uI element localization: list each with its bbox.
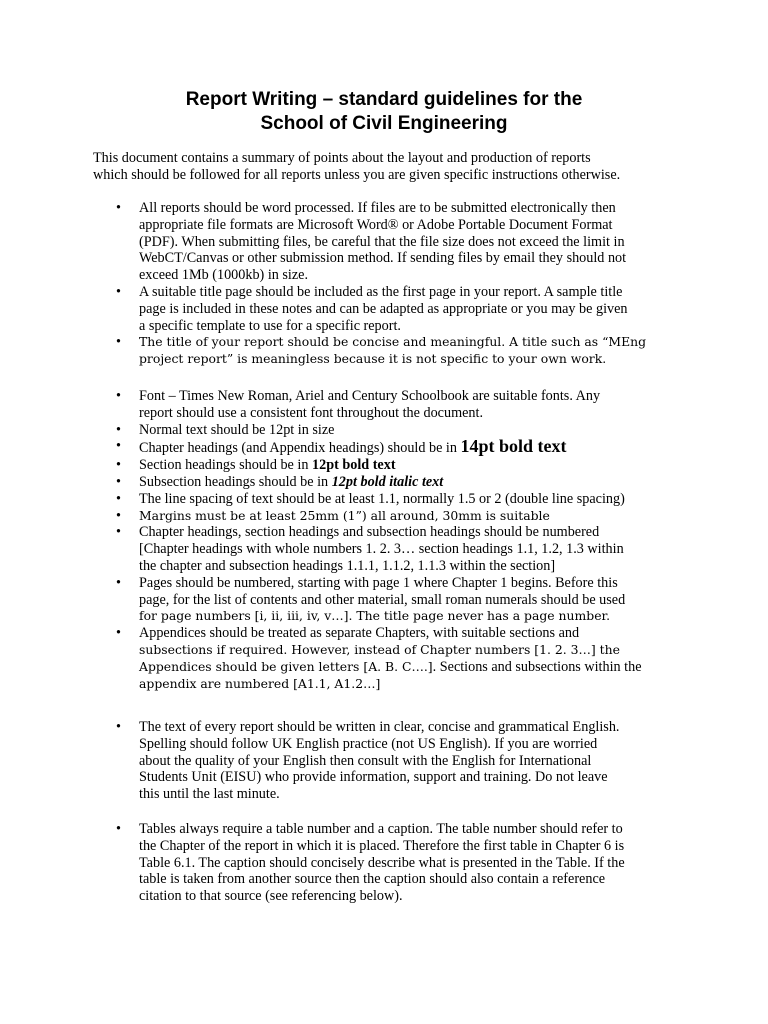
bullet-list-tables xyxy=(0,821,679,905)
list-item-subsection-headings xyxy=(0,474,679,491)
text-line: report should use a consistent font throughout the document. xyxy=(139,404,483,421)
bullet-icon: • xyxy=(116,421,121,438)
bullet-icon: • xyxy=(116,334,121,351)
list-item-line-spacing xyxy=(0,491,679,508)
text-line: Table 6.1. The caption should concisely describe what is presented in the Table. If the xyxy=(139,854,625,871)
bullet-icon: • xyxy=(116,438,121,455)
text-line: Margins must be at least 25mm (1”) all around, 30mm is suitable xyxy=(139,507,550,523)
list-item-section-headings xyxy=(0,457,679,474)
bullet-list-english xyxy=(0,719,679,803)
text-line: A suitable title page should be included as the first page in your report. A sample title xyxy=(139,283,623,300)
bullet-icon: • xyxy=(116,200,121,216)
bullet-icon: • xyxy=(116,625,121,642)
bullet-icon: • xyxy=(116,821,121,837)
bullet-icon: • xyxy=(116,457,121,474)
list-item-heading-numbering xyxy=(0,524,679,574)
text-line xyxy=(139,659,679,676)
text-segment: . Sections and subsections within the xyxy=(432,658,642,675)
text-line xyxy=(139,474,679,491)
bullet-icon: • xyxy=(116,283,121,300)
text-line: page, for the list of contents and other material, small roman numerals should be used xyxy=(139,591,626,608)
text-line: subsections if required. However, instead of Chapter numbers [1. 2. 3…] the xyxy=(139,641,620,657)
emphasis-14pt-bold: 14pt bold text xyxy=(460,436,567,457)
text-line: The text of every report should be written in clear, concise and grammatical English. xyxy=(139,719,620,735)
list-item-appendices xyxy=(0,625,679,692)
text-prefix: Chapter headings (and Appendix headings) should be in xyxy=(139,440,461,457)
text-prefix: Subsection headings should be in xyxy=(139,473,332,490)
list-item-margins xyxy=(0,508,679,525)
emphasis-12pt-bold: 12pt bold text xyxy=(312,457,396,474)
text-line xyxy=(139,457,679,474)
text-line: project report” is meaningless because it is not specific to your own work. xyxy=(139,351,607,367)
text-line: this until the last minute. xyxy=(139,786,280,803)
list-item-word-processed xyxy=(0,200,679,284)
text-line: All reports should be word processed. If files are to be submitted electronically then xyxy=(139,200,616,216)
document-title xyxy=(0,88,768,136)
text-line: Appendices should be treated as separate Chapters, with suitable sections and xyxy=(139,625,580,642)
text-line: Normal text should be 12pt in size xyxy=(139,421,335,438)
text-line: appropriate file formats are Microsoft Word® or Adobe Portable Document Format xyxy=(139,216,613,233)
text-line: the Chapter of the report in which it is placed. Therefore the first table in Chapter 6 is xyxy=(139,837,625,854)
bullet-icon: • xyxy=(116,719,121,735)
text-line: Tables always require a table number and a caption. The table number should refer to xyxy=(139,821,623,837)
text-line xyxy=(139,438,679,457)
bullet-list-general xyxy=(0,200,679,368)
intro-paragraph xyxy=(93,150,693,184)
text-line: Spelling should follow UK English practice (not US English). If you are worried xyxy=(139,735,598,752)
bullet-icon: • xyxy=(116,473,121,490)
text-line: The line spacing of text should be at least 1.1, normally 1.5 or 2 (double line spacing) xyxy=(139,490,625,507)
bullet-icon: • xyxy=(116,388,121,404)
text-line: Font – Times New Roman, Ariel and Century Schoolbook are suitable fonts. Any xyxy=(139,388,601,404)
text-line: page is included in these notes and can be adapted as appropriate or you may be given xyxy=(139,300,628,317)
text-line: for page numbers [i, ii, iii, iv, v…]. The title page never has a page number. xyxy=(139,608,611,624)
list-item-english xyxy=(0,719,679,803)
text-line: WebCT/Canvas or other submission method. If sending files by email they should not xyxy=(139,250,627,267)
bullet-icon: • xyxy=(116,507,121,524)
bullet-icon: • xyxy=(116,574,121,591)
text-line: table is taken from another source then the caption should also contain a reference xyxy=(139,871,606,888)
text-segment: Appendices should be given letters [A. B. C….] xyxy=(139,658,433,674)
bullet-icon: • xyxy=(116,524,121,541)
text-line: Students Unit (EISU) who provide information, support and training. Do not leave xyxy=(139,769,608,786)
intro-line-2: which should be followed for all reports unless you are given specific instructions otherwise. xyxy=(93,167,621,183)
text-line: a specific template to use for a specific report. xyxy=(139,317,401,334)
list-item-tables xyxy=(0,821,679,905)
text-prefix: Section headings should be in xyxy=(139,457,312,474)
list-item-normal-text xyxy=(0,422,679,439)
text-line: The title of your report should be concise and meaningful. A title such as “MEng xyxy=(139,334,647,350)
text-line: [Chapter headings with whole numbers 1. 2. 3… section headings 1.1, 1.2, 1.3 within xyxy=(139,541,624,558)
text-line: exceed 1Mb (1000kb) in size. xyxy=(139,267,309,284)
text-line: appendix are numbered [A1.1, A1.2…] xyxy=(139,675,381,691)
list-item-title-page xyxy=(0,284,679,334)
text-line: about the quality of your English then consult with the English for International xyxy=(139,752,592,769)
bullet-icon: • xyxy=(116,490,121,507)
text-line: (PDF). When submitting files, be careful that the file size does not exceed the limit in xyxy=(139,233,625,250)
list-item-chapter-headings xyxy=(0,438,679,457)
list-item-report-title xyxy=(0,334,679,368)
title-line-1: Report Writing – standard guidelines for the xyxy=(185,89,583,110)
list-item-page-numbering xyxy=(0,575,679,625)
list-item-font xyxy=(0,388,679,422)
title-line-2: School of Civil Engineering xyxy=(260,113,508,134)
text-line: the chapter and subsection headings 1.1.1, 1.1.2, 1.1.3 within the section] xyxy=(139,557,556,574)
emphasis-12pt-bold-italic: 12pt bold italic text xyxy=(331,473,444,490)
text-line: citation to that source (see referencing below). xyxy=(139,888,403,905)
text-line: Pages should be numbered, starting with page 1 where Chapter 1 begins. Before this xyxy=(139,574,618,591)
intro-line-1: This document contains a summary of points about the layout and production of reports xyxy=(93,150,591,166)
bullet-list-formatting xyxy=(0,388,679,692)
text-line: Chapter headings, section headings and subsection headings should be numbered xyxy=(139,524,600,541)
